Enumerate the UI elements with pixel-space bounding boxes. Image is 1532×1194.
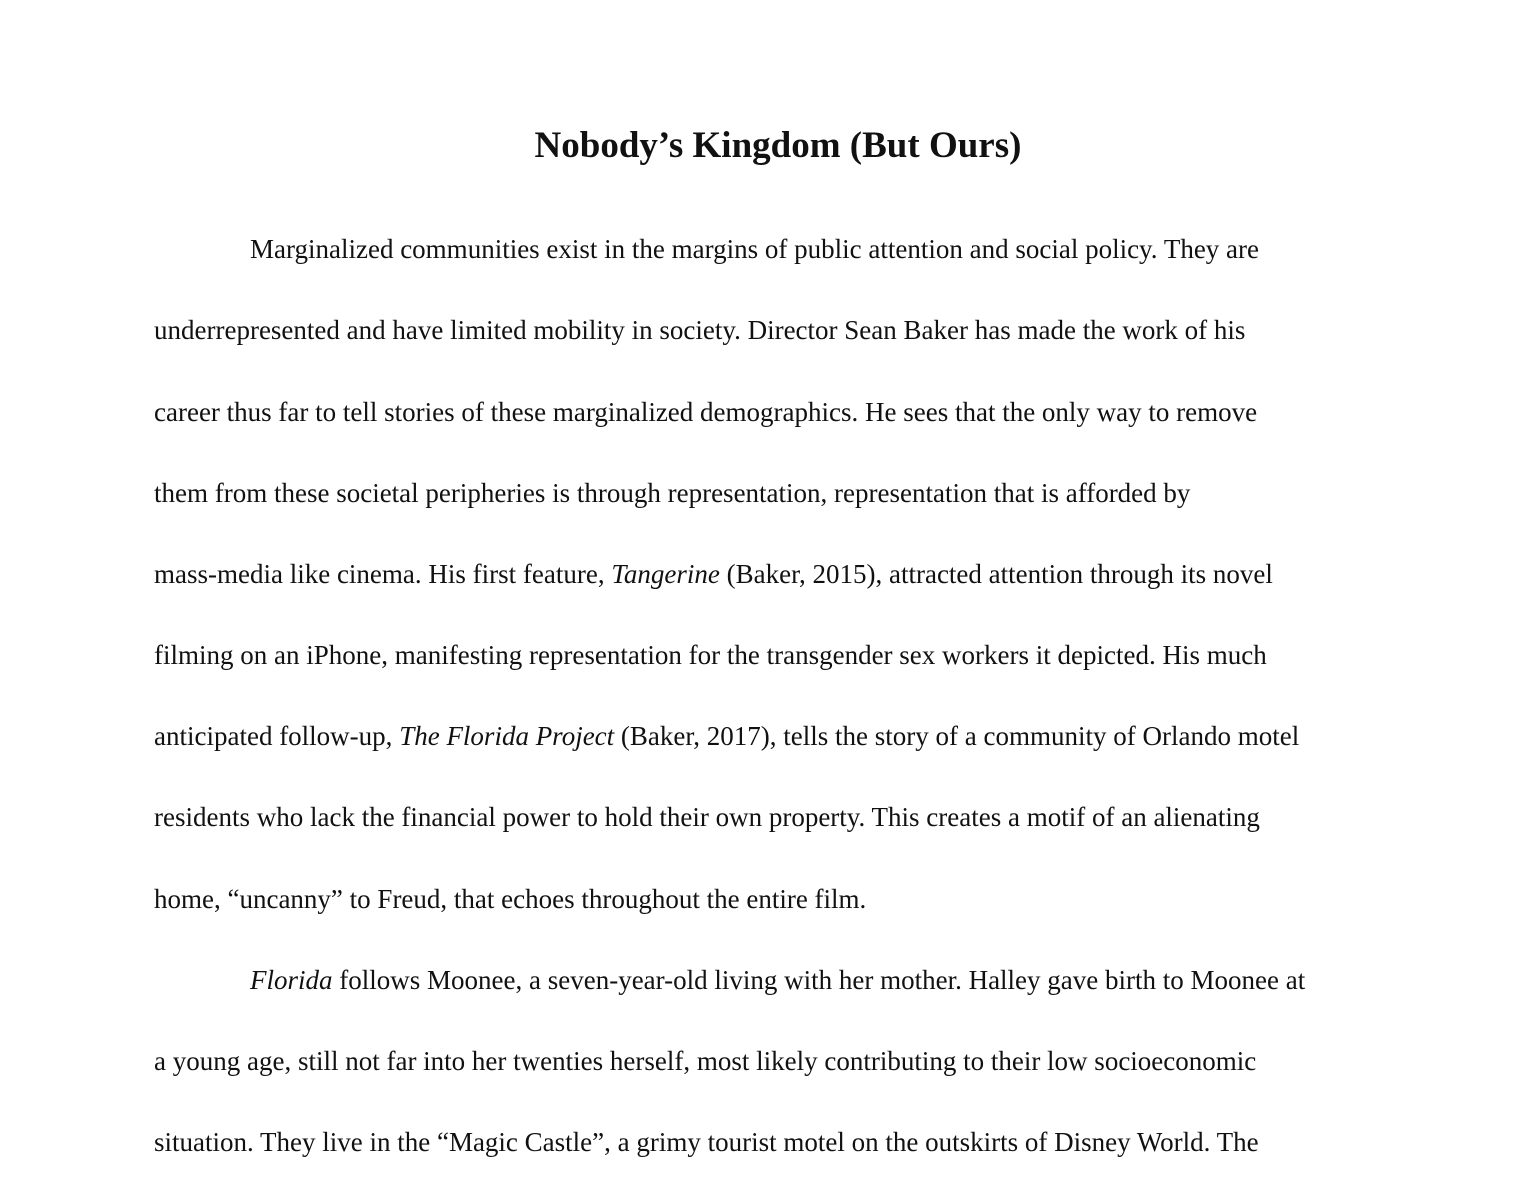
paragraph-1-line-9: home, “uncanny” to Freud, that echoes throughout the entire film. bbox=[154, 884, 867, 914]
text-segment: mass-media like cinema. His first feature, bbox=[154, 559, 612, 589]
paragraph-1-line-4: them from these societal peripheries is through representation, representation that is afforded by bbox=[154, 478, 1191, 508]
paragraph-2-line-2: a young age, still not far into her twenties herself, most likely contributing to their low socioeconomic bbox=[154, 1046, 1257, 1076]
paragraph-1-line-7 bbox=[154, 716, 1299, 756]
text-segment: follows Moonee, a seven-year-old living with her mother. Halley gave birth to Moonee at bbox=[332, 965, 1306, 995]
text-segment: anticipated follow-up, bbox=[154, 721, 400, 751]
paragraph-1-line-8: residents who lack the financial power to hold their own property. This creates a motif of an alienating bbox=[154, 802, 1260, 832]
text-segment: (Baker, 2015), attracted attention through its novel bbox=[719, 559, 1273, 589]
paragraph-2-line-1 bbox=[250, 960, 1305, 1000]
film-title-florida-project: The Florida Project bbox=[399, 721, 615, 751]
paragraph-1-line-2: underrepresented and have limited mobility in society. Director Sean Baker has made the work of his bbox=[154, 315, 1246, 345]
film-title-florida: Florida bbox=[250, 965, 333, 995]
document-title: Nobody’s Kingdom (But Ours) bbox=[534, 125, 1022, 166]
paragraph-1-line-6: filming on an iPhone, manifesting representation for the transgender sex workers it depicted. His much bbox=[154, 640, 1267, 670]
paragraph-1-line-3: career thus far to tell stories of these marginalized demographics. He sees that the only way to remove bbox=[154, 397, 1258, 427]
film-title-tangerine: Tangerine bbox=[611, 559, 720, 589]
text-segment: (Baker, 2017), tells the story of a community of Orlando motel bbox=[614, 721, 1300, 751]
paragraph-1-line-5 bbox=[154, 554, 1273, 594]
paragraph-2-line-3: situation. They live in the “Magic Castle”, a grimy tourist motel on the outskirts of Disney World. The bbox=[154, 1127, 1259, 1157]
paragraph-1-line-1: Marginalized communities exist in the margins of public attention and social policy. They are bbox=[250, 234, 1260, 264]
